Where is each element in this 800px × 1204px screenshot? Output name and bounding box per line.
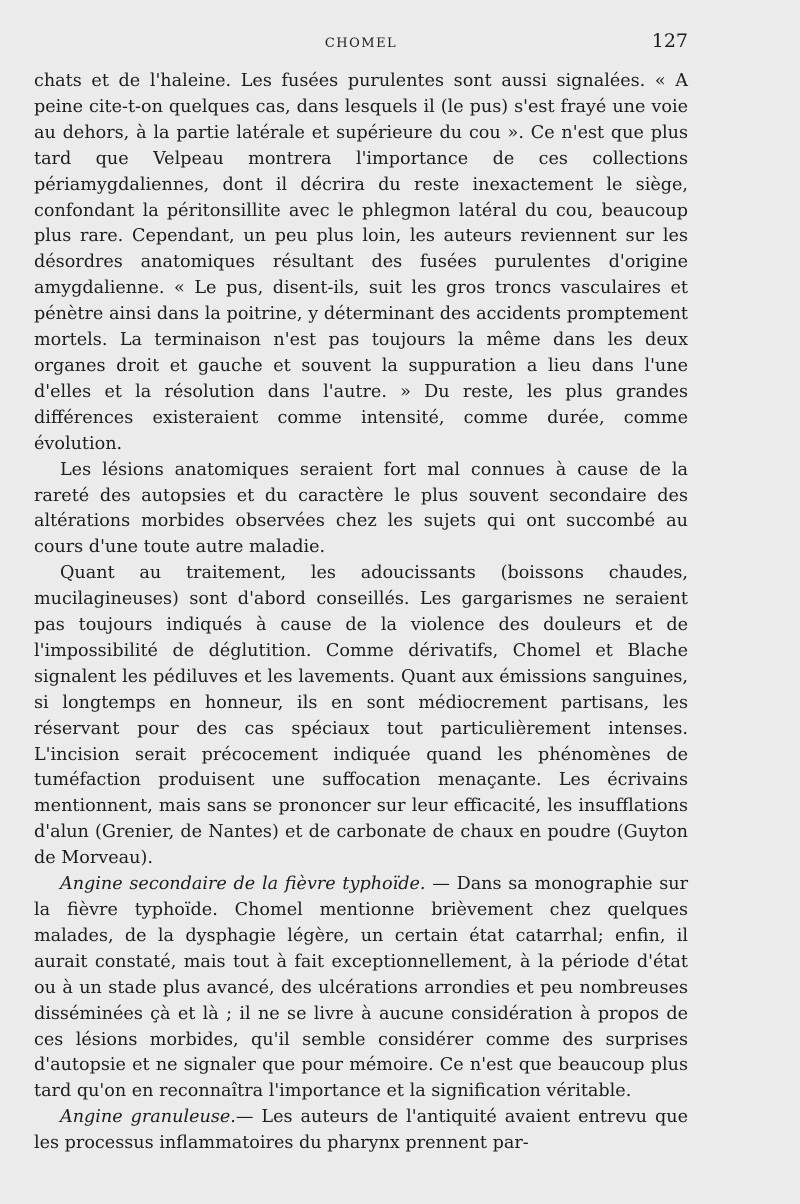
running-head bbox=[34, 30, 688, 56]
paragraph-1-text: chats et de l'haleine. Les fusées purulentes sont aussi signalées. « A peine cite-t-on quelques cas, dans lesquels il (le pus) s'est frayé une voie au dehors, à la partie latérale et supérieure du cou ». Ce n'est que plus tard que Velpeau montrera l'importance de ces collections périamygdaliennes, dont il décrira du reste inexactement le siège, confondant la péritonsillite avec le phlegmon latéral du cou, beaucoup plus rare. Cependant, un peu plus loin, les auteurs reviennent sur les désordres anatomiques résultant des fusées purulentes d'origine amygdalienne. « Le pus, disent-ils, suit les gros troncs vasculaires et pénètre ainsi dans la poitrine, y déterminant des accidents promptement mortels. La terminaison n'est pas toujours la même dans les deux organes droit et gauche et souvent la suppuration a lieu dans l'une d'elles et la résolution dans l'autre. » Du reste, les plus grandes différences existeraient comme intensité, comme durée, comme évolution. bbox=[34, 71, 688, 454]
paragraph-5-text: — Les auteurs de l'antiquité avaient entrevu que les processus inflammatoires du pharynx prennent par- bbox=[34, 1107, 688, 1154]
body-text bbox=[34, 69, 688, 1157]
paragraph-3-text: Quant au traitement, les adoucissants (boissons chaudes, mucilagineuses) sont d'abord conseillés. Les gargarismes ne seraient pas toujours indiqués à cause de la violence des douleurs et de l'impossibilité de déglutition. Comme dérivatifs, Chomel et Blache signalent les pédiluves et les lavements. Quant aux émissions sanguines, si longtemps en honneur, ils en sont médiocrement partisans, les réservant pour des cas spéciaux tout particulièrement intenses. L'incision serait précocement indiquée quand les phénomènes de tuméfaction produisent une suffocation menaçante. Les écrivains mentionnent, mais sans se prononcer sur leur efficacité, les insufflations d'alun (Grenier, de Nantes) et de carbonate de chaux en poudre (Guyton de Morveau). bbox=[34, 563, 688, 869]
section-heading-typhoid: Angine secondaire de la fièvre typhoïde. bbox=[60, 874, 426, 895]
section-heading-granular: Angine granuleuse. bbox=[60, 1107, 236, 1128]
running-title: CHOMEL bbox=[324, 36, 398, 51]
paragraph-1 bbox=[34, 69, 688, 458]
paragraph-2-text: Les lésions anatomiques seraient fort mal connues à cause de la rareté des autopsies et du caractère le plus souvent secondaire des altérations morbides observées chez les sujets qui ont succombé au cours d'une toute autre maladie. bbox=[34, 459, 688, 558]
paragraph-3 bbox=[34, 561, 688, 872]
page-number: 127 bbox=[651, 30, 688, 52]
paragraph-5 bbox=[34, 1105, 688, 1157]
paragraph-4-text: — Dans sa monographie sur la fièvre typhoïde. Chomel mentionne brièvement chez quelques malades, de la dysphagie légère, un certain état catarrhal; enfin, il aurait constaté, mais tout à fait exceptionnellement, à la période d'état ou à un stade plus avancé, des ulcérations arrondies et peu nombreuses disséminées çà et là ; il ne se livre à aucune considération à propos de ces lésions morbides, qu'il semble considérer comme des surprises d'autopsie et ne signaler que pour mémoire. Ce n'est que beaucoup plus tard qu'on en reconnaîtra l'importance et la signification véritable. bbox=[34, 874, 689, 1102]
paragraph-4 bbox=[34, 872, 688, 1105]
paragraph-2 bbox=[34, 458, 688, 562]
